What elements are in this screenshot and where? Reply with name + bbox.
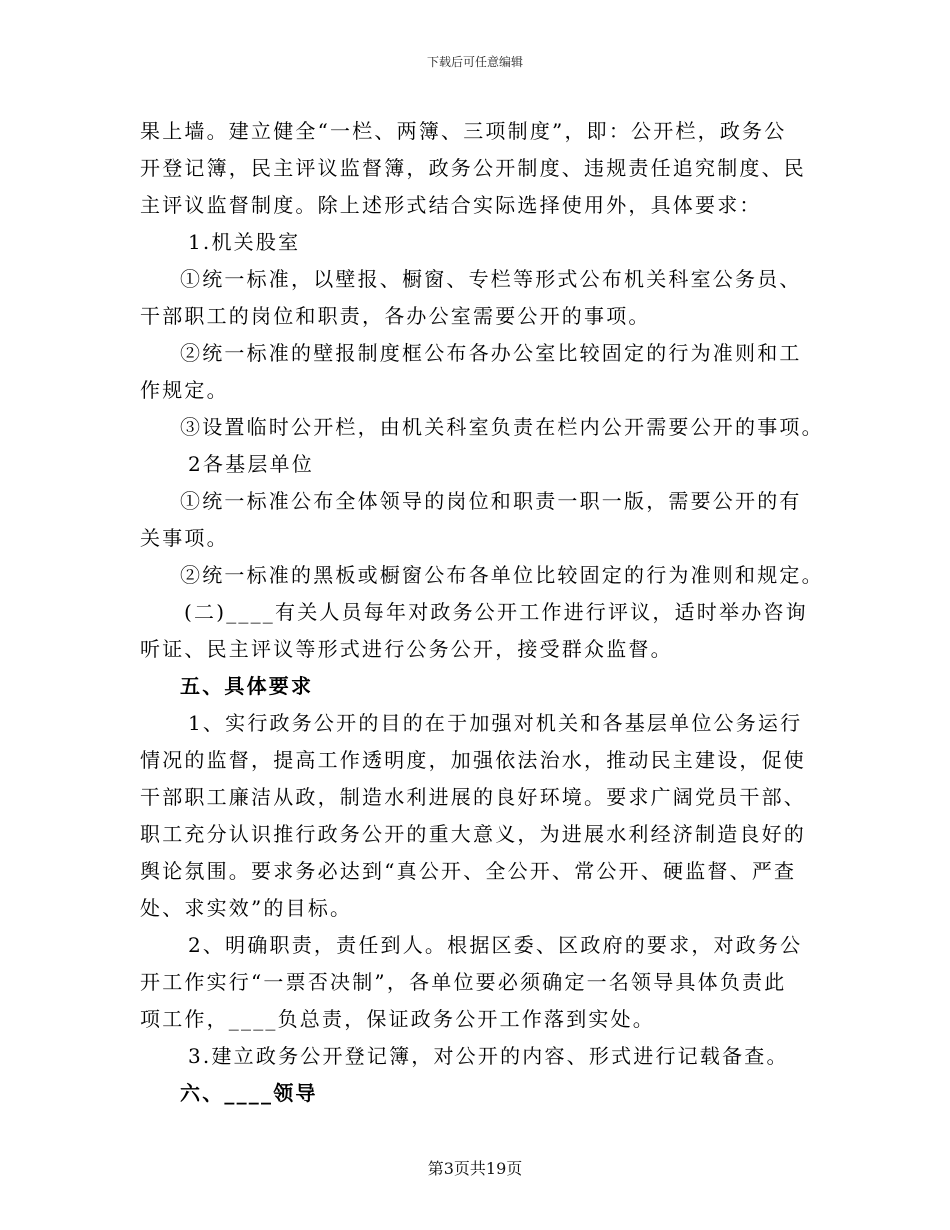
body-line: 开工作实行“一票否决制”，各单位要必须确定一名领导具体负责此 [140, 970, 787, 994]
page-number: 第3页共19页 [427, 1159, 523, 1178]
body-line: 情况的监督，提高工作透明度，加强依法治水，推动民主建设，促使 [140, 748, 806, 772]
body-line: 作规定。 [140, 378, 229, 402]
body-line: 干部职工的岗位和职责，各办公室需要公开的事项。 [140, 304, 651, 328]
body-line: 主评议监督制度。除上述形式结合实际选择使用外，具体要求： [140, 193, 762, 217]
body-line: 开登记簿，民主评议监督簿，政务公开制度、违规责任追究制度、民 [140, 156, 806, 180]
body-line: (二)____有关人员每年对政务公开工作进行评议，适时举办咨询 [184, 600, 808, 624]
section-heading: 六、____领导 [180, 1081, 318, 1105]
body-line: 3.建立政务公开登记簿，对公开的内容、形式进行记载备查。 [188, 1044, 789, 1068]
body-line: 干部职工廉洁从政，制造水利进展的良好环境。要求广阔党员干部、 [140, 785, 806, 809]
subsection-heading: 1.机关股室 [188, 230, 301, 254]
body-line: ①统一标准公布全体领导的岗位和职责一职一版，需要公开的有 [180, 489, 802, 513]
body-line: 关事项。 [140, 526, 229, 550]
body-line: ③设置临时公开栏，由机关科室负责在栏内公开需要公开的事项。 [180, 415, 824, 439]
body-line: ②统一标准的黑板或橱窗公布各单位比较固定的行为准则和规定。 [180, 563, 824, 587]
body-line: 听证、民主评议等形式进行公务公开，接受群众监督。 [140, 637, 673, 661]
body-line: ①统一标准，以壁报、橱窗、专栏等形式公布机关科室公务员、 [180, 267, 802, 291]
document-body [140, 113, 824, 1112]
body-line: ②统一标准的壁报制度框公布各办公室比较固定的行为准则和工 [180, 341, 802, 365]
section-heading: 五、具体要求 [180, 674, 314, 698]
body-line: 1、实行政务公开的目的在于加强对机关和各基层单位公务运行 [188, 711, 803, 735]
body-line: 2、明确职责，责任到人。根据区委、区政府的要求，对政务公 [188, 933, 803, 957]
body-line: 职工充分认识推行政务公开的重大意义，为进展水利经济制造良好的 [140, 822, 806, 846]
body-line: 处、求实效”的目标。 [140, 896, 353, 920]
subsection-heading: 2各基层单位 [188, 452, 314, 476]
body-line: 果上墙。建立健全“一栏、两簿、三项制度”，即：公开栏，政务公 [140, 119, 787, 143]
body-line: 舆论氛围。要求务必达到“真公开、全公开、常公开、硬监督、严查 [140, 859, 797, 883]
page-header: 下载后可任意编辑 [426, 55, 523, 69]
body-line: 项工作，____负总责，保证政务公开工作落到实处。 [140, 1007, 655, 1031]
